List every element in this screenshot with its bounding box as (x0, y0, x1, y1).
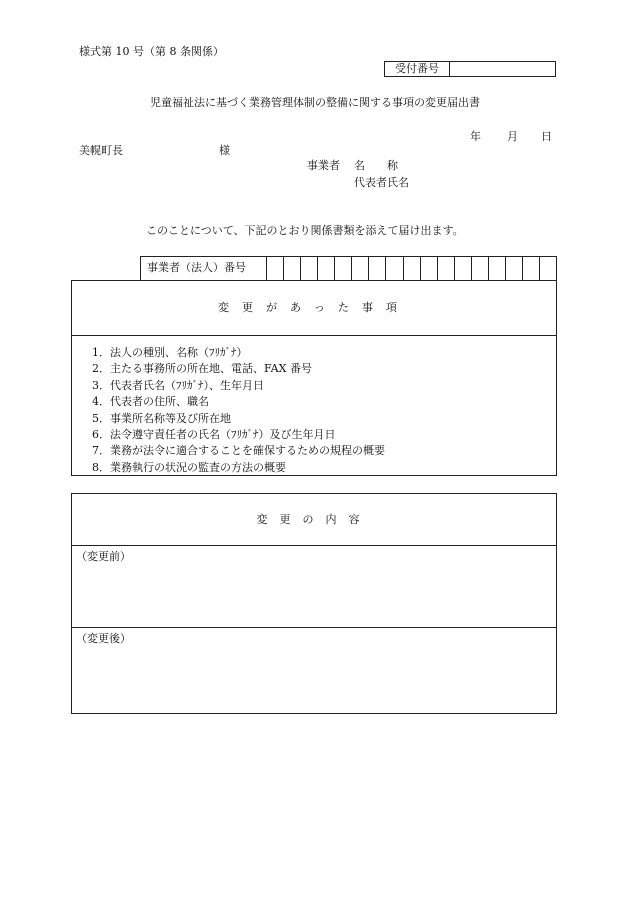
form-number: 様式第 10 号（第 8 条関係） (79, 45, 224, 58)
after-change-field[interactable] (72, 628, 556, 646)
business-number-cell[interactable] (506, 257, 523, 280)
reception-number-label: 受付番号 (385, 62, 450, 76)
business-number-row (140, 256, 557, 280)
business-number-cell[interactable] (540, 257, 556, 280)
business-number-cell[interactable] (421, 257, 438, 280)
business-number-cell[interactable] (335, 257, 352, 280)
date-day: 日 (541, 130, 552, 143)
change-item: 7．業務が法令に適合することを確保するための規程の概要 (92, 444, 385, 458)
change-items-header: 変更があった事項 (72, 281, 556, 336)
business-number-cell[interactable] (455, 257, 472, 280)
business-number-cell[interactable] (386, 257, 403, 280)
reception-number-field[interactable] (450, 62, 555, 76)
business-number-cell[interactable] (489, 257, 506, 280)
before-change-field[interactable] (72, 546, 556, 628)
document-title: 児童福祉法に基づく業務管理体制の整備に関する事項の変更届出書 (150, 96, 480, 109)
business-number-cell[interactable] (301, 257, 318, 280)
business-number-cell[interactable] (267, 257, 284, 280)
name-label: 名 称 (354, 159, 398, 172)
honorific: 様 (219, 144, 230, 157)
change-item: 1．法人の種別、名称（ﾌﾘｶﾞﾅ） (92, 346, 248, 359)
business-number-cell[interactable] (472, 257, 489, 280)
change-items-box (71, 280, 557, 476)
business-number-cells[interactable] (267, 257, 556, 280)
representative-label: 代表者氏名 (354, 176, 409, 189)
reception-number-box (384, 61, 556, 77)
business-number-cell[interactable] (352, 257, 369, 280)
change-item: 3．代表者氏名（ﾌﾘｶﾞﾅ）、生年月日 (92, 378, 264, 392)
business-number-cell[interactable] (523, 257, 540, 280)
after-change-label: （変更後） (76, 632, 131, 645)
change-content-box (71, 493, 557, 714)
business-number-cell[interactable] (369, 257, 386, 280)
business-number-cell[interactable] (438, 257, 455, 280)
business-number-cell[interactable] (404, 257, 421, 280)
business-number-label: 事業者（法人）番号 (141, 257, 267, 280)
before-change-label: （変更前） (76, 550, 131, 563)
statement: このことについて、下記のとおり関係書類を添えて届け出ます。 (146, 224, 464, 237)
change-content-header: 変更の内容 (72, 494, 556, 546)
date-month: 月 (507, 130, 518, 143)
change-item: 4．代表者の住所、職名 (92, 395, 209, 409)
business-number-cell[interactable] (318, 257, 335, 280)
change-item: 2．主たる事務所の所在地、電話、FAX 番号 (92, 362, 312, 376)
business-number-cell[interactable] (284, 257, 301, 280)
change-item: 5．事業所名称等及び所在地 (92, 411, 231, 425)
change-item: 8．業務執行の状況の監査の方法の概要 (92, 460, 286, 474)
date-year: 年 (470, 130, 481, 143)
applicant-label: 事業者 (307, 159, 340, 172)
change-items-list (72, 336, 556, 476)
change-item: 6．法令遵守責任者の氏名（ﾌﾘｶﾞﾅ）及び生年月日 (92, 428, 336, 442)
addressee: 美幌町長 (79, 144, 123, 157)
